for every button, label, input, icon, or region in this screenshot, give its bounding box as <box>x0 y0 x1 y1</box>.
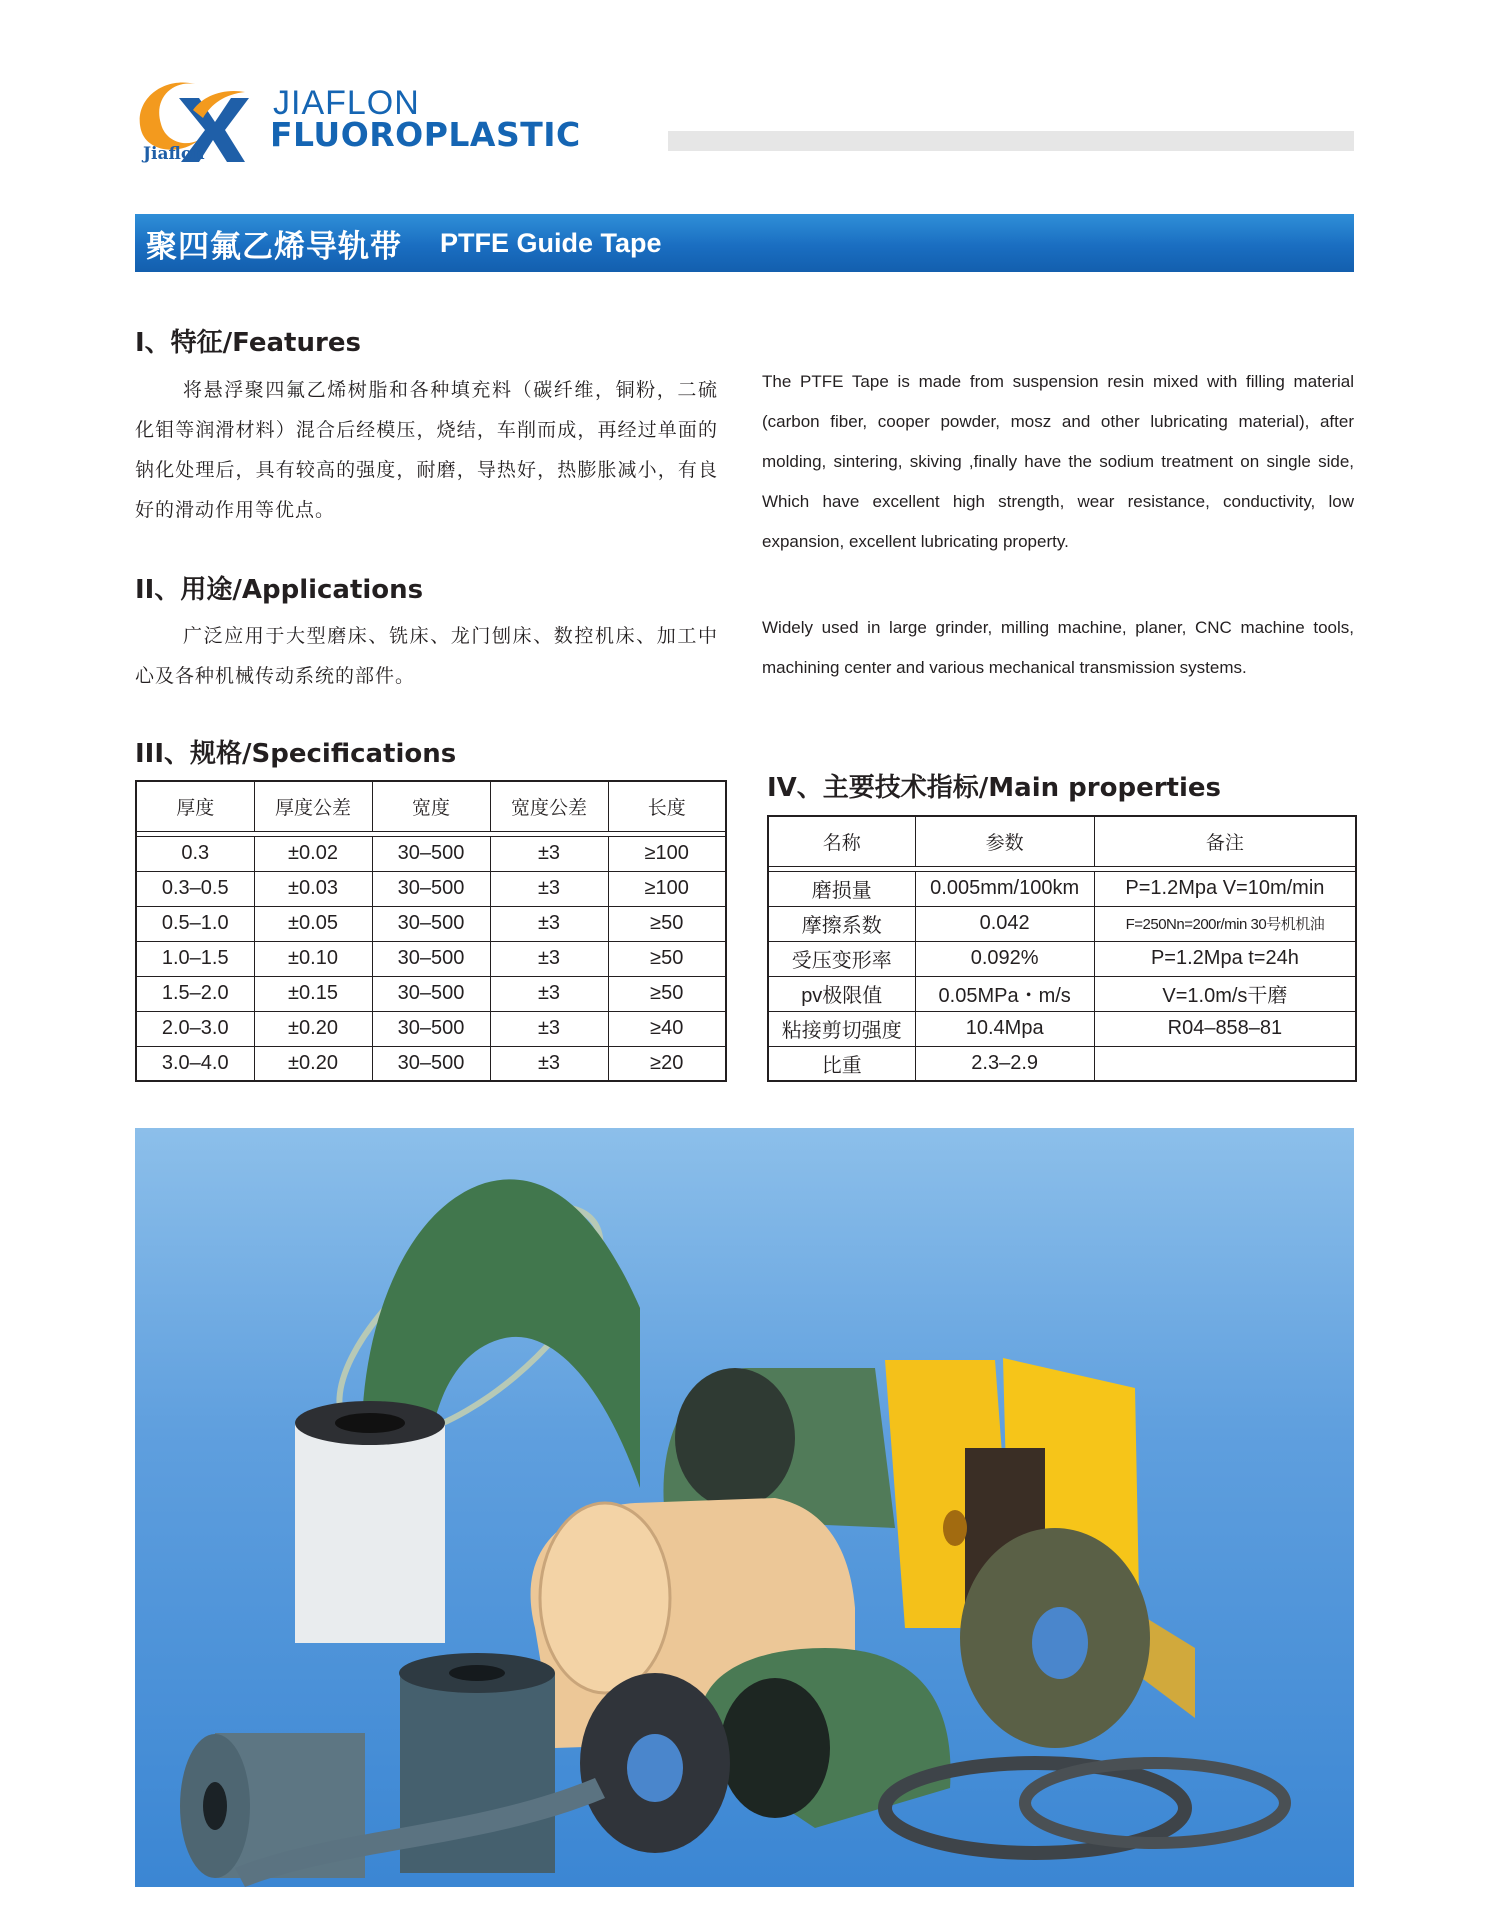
ptfe-tape-rolls-illustration <box>135 1128 1354 1887</box>
table-cell: 粘接剪切强度 <box>768 1011 915 1046</box>
product-photo <box>135 1128 1354 1887</box>
table-cell: ≥20 <box>608 1046 726 1081</box>
column-header: 宽度公差 <box>490 781 608 831</box>
applications-text-en: Widely used in large grinder, milling machine, planer, CNC machine tools, machining center and various mechanical transmission systems. <box>762 618 1354 677</box>
table-cell: ±3 <box>490 941 608 976</box>
table-cell: ≥50 <box>608 976 726 1011</box>
table-cell: 0.5–1.0 <box>136 906 254 941</box>
page-title-cn: 聚四氟乙烯导轨带 <box>146 228 402 265</box>
features-heading: I、特征/Features <box>135 328 361 358</box>
table-cell: ±0.20 <box>254 1046 372 1081</box>
table-cell: 30–500 <box>372 1011 490 1046</box>
table-cell: 30–500 <box>372 871 490 906</box>
features-text-en: The PTFE Tape is made from suspension resin mixed with filling material (carbon fiber, cooper powder, mosz and other lubricating material), after molding, sintering, skiving ,finally have the sodium treatment on single side, Which have excellent high strength, wear resistance, conductivity, low expansion, excellent lubricating property. <box>762 372 1354 551</box>
title-bar <box>135 214 1354 272</box>
column-header: 名称 <box>768 816 915 866</box>
table-row <box>768 906 1356 941</box>
column-header: 宽度 <box>372 781 490 831</box>
table-cell: 0.3 <box>136 836 254 871</box>
table-cell: ±0.10 <box>254 941 372 976</box>
table-cell: ≥100 <box>608 836 726 871</box>
table-row <box>136 976 726 1011</box>
table-row <box>136 871 726 906</box>
specifications-heading: III、规格/Specifications <box>135 739 457 769</box>
table-cell: ±3 <box>490 871 608 906</box>
table-cell: 0.3–0.5 <box>136 871 254 906</box>
table-cell: 受压变形率 <box>768 941 915 976</box>
table-row <box>768 1011 1356 1046</box>
table-cell: 2.0–3.0 <box>136 1011 254 1046</box>
applications-text-cn: 广泛应用于大型磨床、铣床、龙门刨床、数控机床、加工中心及各种机械传动系统的部件。 <box>135 625 718 687</box>
page-title-en: PTFE Guide Tape <box>440 227 662 258</box>
table-row <box>768 976 1356 1011</box>
table-cell: ±3 <box>490 836 608 871</box>
table-row <box>136 1011 726 1046</box>
table-cell: ±0.20 <box>254 1011 372 1046</box>
table-cell: 30–500 <box>372 976 490 1011</box>
features-text-cn: 将悬浮聚四氟乙烯树脂和各种填充料（碳纤维，铜粉，二硫化钼等润滑材料）混合后经模压，烧结，车削而成，再经过单面的钠化处理后，具有较高的强度，耐磨，导热好，热膨胀减小，有良好的滑动作用等优点。 <box>135 379 718 521</box>
table-cell: ±3 <box>490 906 608 941</box>
table-cell: 30–500 <box>372 906 490 941</box>
logo-caption: Jiaflon <box>143 144 205 164</box>
table-cell: 磨损量 <box>768 871 915 906</box>
table-row <box>768 871 1356 906</box>
brand-name-line2: FLUOROPLASTIC <box>270 115 581 154</box>
table-cell: ±0.05 <box>254 906 372 941</box>
column-header: 厚度公差 <box>254 781 372 831</box>
table-row <box>136 836 726 871</box>
column-header: 备注 <box>1094 816 1356 866</box>
table-cell: 1.5–2.0 <box>136 976 254 1011</box>
header-divider <box>668 131 1354 151</box>
table-cell: ±3 <box>490 976 608 1011</box>
table-cell: ≥40 <box>608 1011 726 1046</box>
table-cell: pv极限值 <box>768 976 915 1011</box>
table-header-row <box>768 816 1356 866</box>
table-cell: 3.0–4.0 <box>136 1046 254 1081</box>
table-cell: 0.042 <box>915 906 1094 941</box>
table-cell: P=1.2Mpa V=10m/min <box>1094 871 1356 906</box>
table-cell: ±0.02 <box>254 836 372 871</box>
table-cell: ±3 <box>490 1046 608 1081</box>
table-cell: 0.092% <box>915 941 1094 976</box>
table-cell: ±3 <box>490 1011 608 1046</box>
table-cell: ≥50 <box>608 906 726 941</box>
table-cell: F=250Nn=200r/min 30号机机油 <box>1094 906 1356 941</box>
table-cell: 0.05MPa・m/s <box>915 976 1094 1011</box>
applications-heading: II、用途/Applications <box>135 575 424 605</box>
table-row <box>136 1046 726 1081</box>
table-row <box>136 906 726 941</box>
table-header-row <box>136 781 726 831</box>
table-cell: 10.4Mpa <box>915 1011 1094 1046</box>
table-cell: ±0.03 <box>254 871 372 906</box>
properties-heading: IV、主要技术指标/Main properties <box>767 773 1221 803</box>
table-cell: 比重 <box>768 1046 915 1081</box>
column-header: 厚度 <box>136 781 254 831</box>
table-cell: 摩擦系数 <box>768 906 915 941</box>
table-row <box>768 941 1356 976</box>
table-cell: R04–858–81 <box>1094 1011 1356 1046</box>
table-row <box>768 1046 1356 1081</box>
table-cell: ±0.15 <box>254 976 372 1011</box>
table-cell: ≥50 <box>608 941 726 976</box>
properties-table <box>767 815 1357 1082</box>
specifications-table <box>135 780 727 1082</box>
table-cell: 30–500 <box>372 941 490 976</box>
column-header: 参数 <box>915 816 1094 866</box>
table-cell: 30–500 <box>372 836 490 871</box>
table-row <box>136 941 726 976</box>
brand-name-line1: JIAFLON <box>273 84 420 122</box>
table-cell <box>1094 1046 1356 1081</box>
table-cell: ≥100 <box>608 871 726 906</box>
table-cell: 1.0–1.5 <box>136 941 254 976</box>
table-cell: P=1.2Mpa t=24h <box>1094 941 1356 976</box>
column-header: 长度 <box>608 781 726 831</box>
table-cell: 0.005mm/100km <box>915 871 1094 906</box>
table-cell: 2.3–2.9 <box>915 1046 1094 1081</box>
table-cell: 30–500 <box>372 1046 490 1081</box>
table-cell: V=1.0m/s干磨 <box>1094 976 1356 1011</box>
